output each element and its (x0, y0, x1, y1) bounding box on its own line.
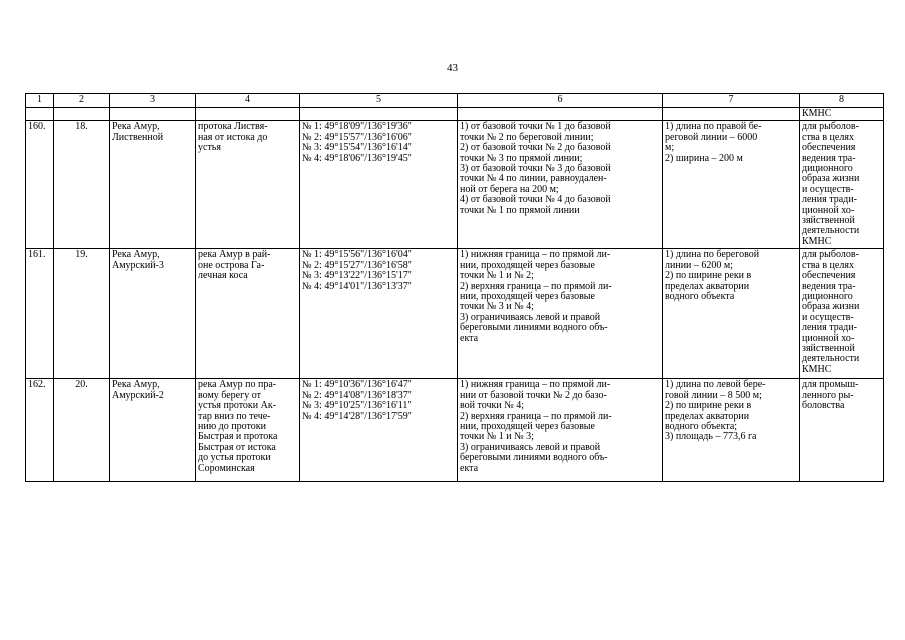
row-number-cell: 160. (26, 121, 54, 249)
row-subnumber-cell: 20. (54, 379, 110, 482)
purpose-cell: для промыш- ленного ры- боловства (800, 379, 884, 482)
boundaries-cell: 1) нижняя граница – по прямой ли- нии, проходящей через базовые точки № 1 и № 2; 2) верхняя граница – по прямой ли- нии, проходящей через базовые точки № 3 и № 4; 3) ограничиваясь левой и правой береговыми линиями водного объ- екта (458, 249, 663, 379)
table-cell: КМНС (800, 108, 884, 121)
size-cell: 1) длина по правой бе- реговой линии – 6000 м; 2) ширина – 200 м (663, 121, 800, 249)
fishing-areas-table (25, 93, 884, 482)
purpose-cell: для рыболов- ства в целях обеспечения ведения тра- диционного образа жизни и осуществ- ления тради- ционной хо- зяйственной деятельности КМНС (800, 121, 884, 249)
table-row (26, 121, 884, 249)
coordinates-cell: № 1: 49°10'36"/136°16'47" № 2: 49°14'08"/136°18'37" № 3: 49°10'25"/136°16'11" № 4: 49°14'28"/136°17'59" (300, 379, 458, 482)
table-header-row (26, 94, 884, 108)
location-cell: река Амур в рай- оне острова Га- лечная коса (196, 249, 300, 379)
coordinates-cell: № 1: 49°15'56"/136°16'04" № 2: 49°15'27"/136°16'58" № 3: 49°13'22"/136°15'17" № 4: 49°14'01"/136°13'37" (300, 249, 458, 379)
size-cell: 1) длина по левой бере- говой линии – 8 500 м; 2) по ширине реки в пределах акватории водного объекта; 3) площадь – 773,6 га (663, 379, 800, 482)
table-cell (663, 108, 800, 121)
page-number: 43 (447, 62, 458, 74)
row-subnumber-cell: 19. (54, 249, 110, 379)
table-cell (458, 108, 663, 121)
column-header: 7 (663, 94, 800, 108)
column-header: 4 (196, 94, 300, 108)
purpose-cell: для рыболов- ства в целях обеспечения ведения тра- диционного образа жизни и осуществ- ления тради- ционной хо- зяйственной деятельности КМНС (800, 249, 884, 379)
row-number-cell: 162. (26, 379, 54, 482)
table-cell (110, 108, 196, 121)
table-cell (54, 108, 110, 121)
table-cell (300, 108, 458, 121)
water-body-cell: Река Амур, Амурский-2 (110, 379, 196, 482)
size-cell: 1) длина по береговой линии – 6200 м; 2) по ширине реки в пределах акватории водного объекта (663, 249, 800, 379)
location-cell: река Амур по пра- вому берегу от устья протоки Ак- тар вниз по тече- нию до протоки Быстрая и протока Быстрая от истока до устья протоки Сороминская (196, 379, 300, 482)
continuation-row (26, 108, 884, 121)
table-row (26, 249, 884, 379)
row-subnumber-cell: 18. (54, 121, 110, 249)
column-header: 2 (54, 94, 110, 108)
table-row (26, 379, 884, 482)
table-cell (26, 108, 54, 121)
coordinates-cell: № 1: 49°18'09"/136°19'36" № 2: 49°15'57"/136°16'06" № 3: 49°15'54"/136°16'14" № 4: 49°18'06"/136°19'45" (300, 121, 458, 249)
row-number-cell: 161. (26, 249, 54, 379)
column-header: 1 (26, 94, 54, 108)
column-header: 8 (800, 94, 884, 108)
water-body-cell: Река Амур, Лиственной (110, 121, 196, 249)
boundaries-cell: 1) нижняя граница – по прямой ли- нии от базовой точки № 2 до базо- вой точки № 4; 2) верхняя граница – по прямой ли- нии, проходящей через базовые точки № 1 и № 3; 3) ограничиваясь левой и правой береговыми линиями водного объ- екта (458, 379, 663, 482)
column-header: 3 (110, 94, 196, 108)
column-header: 6 (458, 94, 663, 108)
table-cell (196, 108, 300, 121)
location-cell: протока Листвя- ная от истока до устья (196, 121, 300, 249)
water-body-cell: Река Амур, Амурский-3 (110, 249, 196, 379)
boundaries-cell: 1) от базовой точки № 1 до базовой точки № 2 по береговой линии; 2) от базовой точки № 2 до базовой точки № 3 по прямой линии; 3) от базовой точки № 3 до базовой точки № 4 по линии, равноудален- ной от берега на 200 м; 4) от базовой точки № 4 до базовой точки № 1 по прямой линии (458, 121, 663, 249)
column-header: 5 (300, 94, 458, 108)
